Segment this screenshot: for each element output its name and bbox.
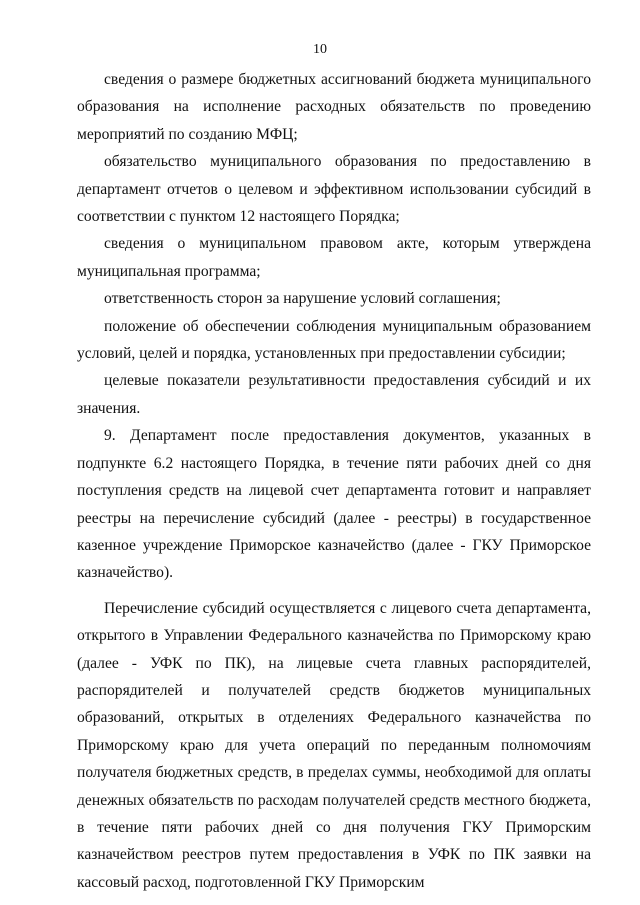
paragraph-section-9: 9. Департамент после предоставления документов, указанных в подпункте 6.2 настоящего Порядка, в течение пяти рабочих дней со дня поступления средств на лицевой счет департамента готовит и направляет реестры на перечисление субсидий (далее - реестры) в государственное казенное учреждение Приморское казначейство (далее - ГКУ Приморское казначейство). bbox=[77, 427, 591, 582]
paragraph-responsibility: ответственность сторон за нарушение условий соглашения; bbox=[104, 290, 501, 308]
page-number: 10 bbox=[313, 42, 327, 57]
paragraph-target-indicators: целевые показатели результативности предоставления субсидий и их значения. bbox=[77, 372, 591, 417]
paragraph-municipal-act: сведения о муниципальном правовом акте, которым утверждена муниципальная программа; bbox=[77, 235, 591, 280]
paragraph-budget-allocations: сведения о размере бюджетных ассигнований бюджета муниципального образования на исполнение расходных обязательств по проведению мероприятий по созданию МФЦ; bbox=[77, 71, 591, 143]
paragraph-reporting-obligation: обязательство муниципального образования по предоставлению в департамент отчетов о целевом и эффективном использовании субсидий в соответствии с пунктом 12 настоящего Порядка; bbox=[77, 153, 591, 226]
paragraph-subsidy-transfer: Перечисление субсидий осуществляется с лицевого счета департамента, открытого в Управлении Федерального казначейства по Приморскому краю (далее - УФК по ПК), на лицевые счета главных распорядителей, распорядителей и получателей средств бюджетов муниципальных образований, открытых в отделениях Федерального казначейства по Приморскому краю для учета операций по переданным полномочиям получателя бюджетных средств, в пределах суммы, необходимой для оплаты денежных обязательств по расходам получателей средств местного бюджета, в течение пяти рабочих дней со дня получения ГКУ Приморским казначейством реестров путем предоставления в УФК по ПК заявки на кассовый расход, подготовленной ГКУ Приморским bbox=[77, 599, 591, 891]
document-body bbox=[77, 66, 591, 896]
paragraph-compliance: положение об обеспечении соблюдения муниципальным образованием условий, целей и порядка, установленных при предоставлении субсидии; bbox=[77, 317, 591, 363]
